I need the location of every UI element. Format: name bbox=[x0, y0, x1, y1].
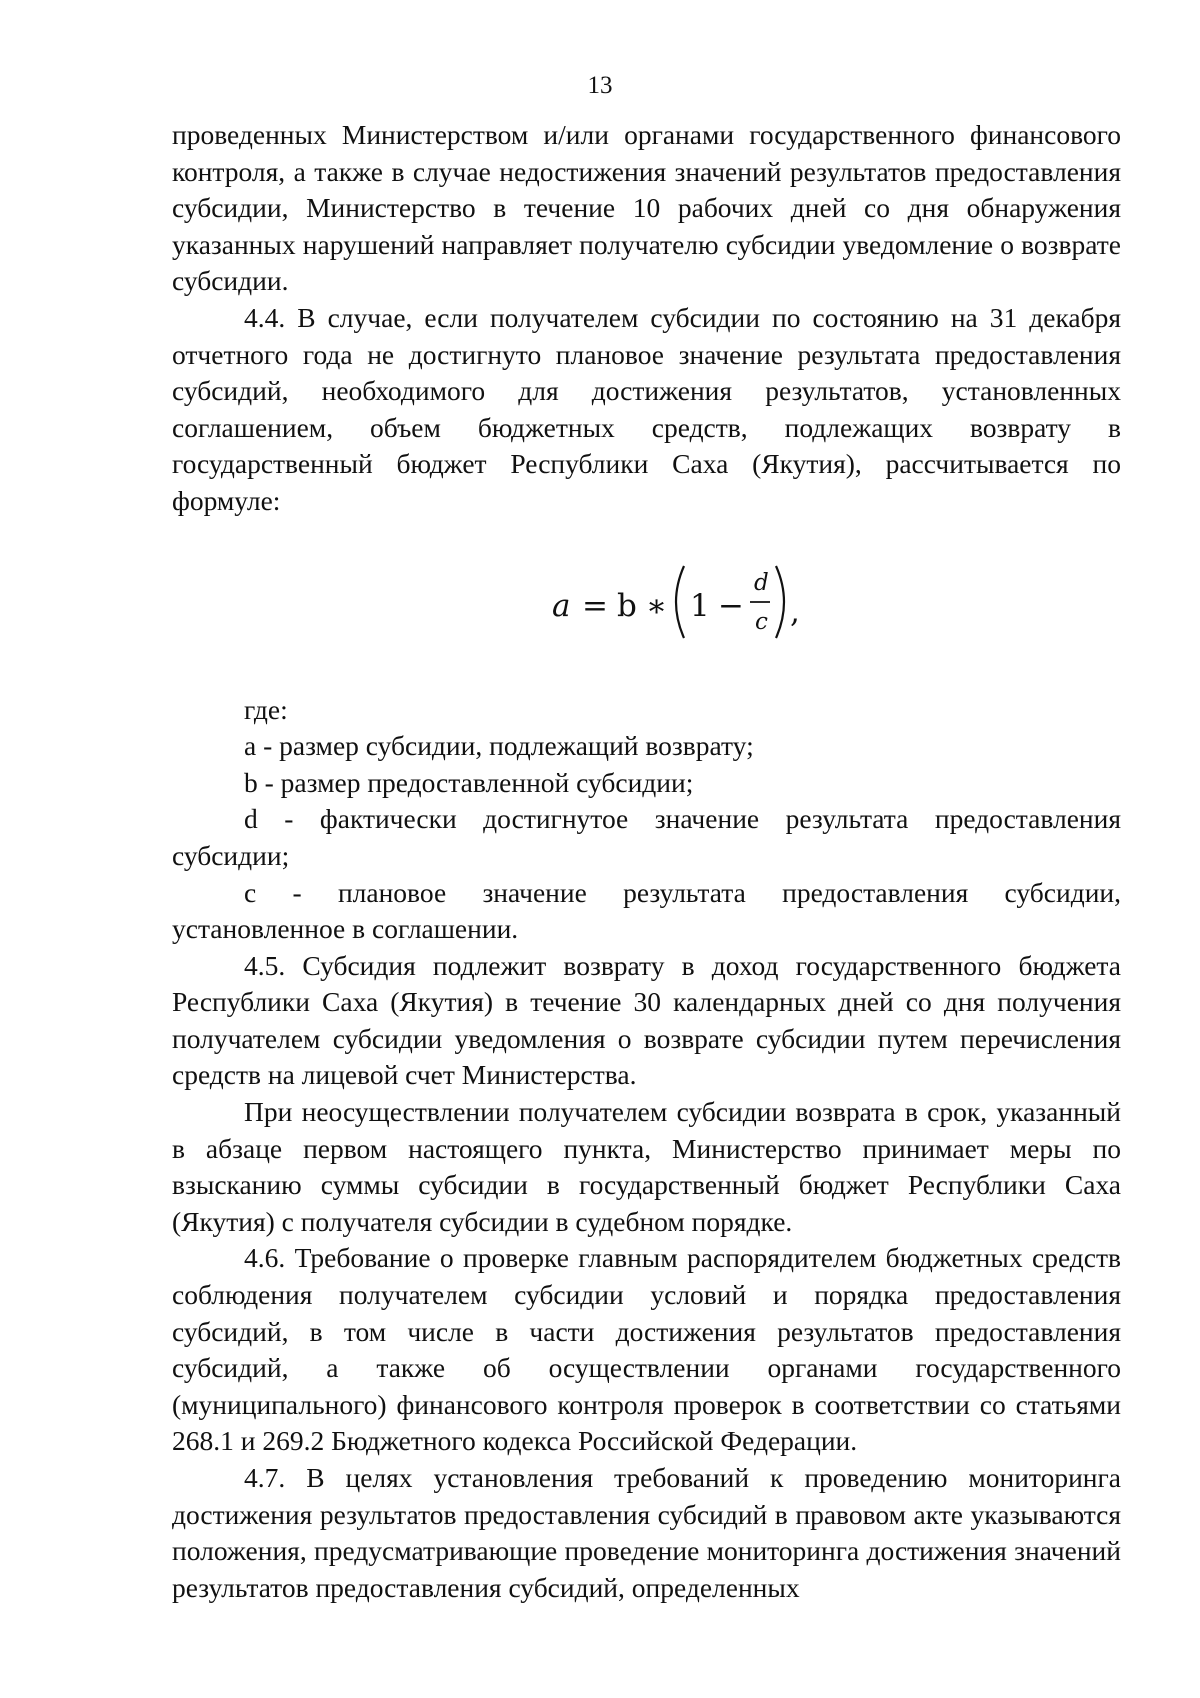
formula-block bbox=[172, 542, 1121, 662]
right-paren bbox=[776, 566, 784, 638]
paragraph-4-5: 4.5. Субсидия подлежит возврату в доход государственного бюджета Республики Саха (Якутия) в течение 30 календарных дней со дня получения получателем субсидии уведомления о возврате субсидии путем перечисления средств на лицевой счет Министерства. bbox=[172, 949, 1121, 1091]
definition-b: b - размер предоставленной субсидии; bbox=[244, 766, 694, 798]
paragraph-4-6: 4.6. Требование о проверке главным распорядителем бюджетных средств соблюдения получателем субсидии условий и порядка предоставления субсидий, в том числе в части достижения результатов предоставления субсидий, а также об осуществлении органами государственного (муниципального) финансового контроля проверок в соответствии со статьями 268.1 и 269.2 Бюджетного кодекса Российской Федерации. bbox=[172, 1242, 1121, 1457]
formula-denominator: c bbox=[755, 608, 768, 635]
definition-a: a - размер субсидии, подлежащий возврату; bbox=[244, 730, 754, 762]
formula-equals: = bbox=[582, 587, 608, 624]
definition-c: c - плановое значение результата предоставления субсидии, установленное в соглашении. bbox=[172, 876, 1121, 945]
paragraph-4-4: 4.4. В случае, если получателем субсидии по состоянию на 31 декабря отчетного года не достигнуто плановое значение результата предоставления субсидий, необходимого для достижения результатов, установленных соглашением, объем бюджетных средств, подлежащих возврату в государственный бюджет Республики Саха (Якутия), рассчитывается по формуле: bbox=[172, 301, 1121, 516]
paragraph-4-7: 4.7. В целях установления требований к проведению мониторинга достижения результатов предоставления субсидий в правовом акте указываются положения, предусматривающие проведение мониторинга достижения значений результатов предоставления субсидий, определенных bbox=[172, 1462, 1121, 1603]
document-body bbox=[172, 117, 1121, 1606]
left-paren bbox=[676, 566, 684, 638]
formula-comma: , bbox=[790, 593, 800, 630]
formula-a: a bbox=[552, 587, 571, 624]
paragraph-continuation: проведенных Министерством и/или органами государственного финансового контроля, а также в случае недостижения значений результатов предоставления субсидии, Министерство в течение 10 рабочих дней со дня обнаружения указанных нарушений направляет получателю субсидии уведомление о возврате субсидии. bbox=[172, 119, 1121, 297]
paragraph-4-5-second: При неосуществлении получателем субсидии возврата в срок, указанный в абзаце первом настоящего пункта, Министерство принимает меры по взысканию суммы субсидии в государственный бюджет Республики Саха (Якутия) с получателя субсидии в судебном порядке. bbox=[172, 1096, 1121, 1237]
where-label: где: bbox=[244, 693, 288, 725]
formula-numerator: d bbox=[754, 569, 769, 596]
formula-b: b bbox=[617, 587, 637, 624]
formula-times: ∗ bbox=[646, 587, 668, 624]
formula-minus: − bbox=[718, 587, 744, 624]
formula bbox=[552, 542, 832, 662]
formula-one: 1 bbox=[690, 587, 710, 624]
page-number: 13 bbox=[587, 72, 613, 99]
definition-d: d - фактически достигнутое значение результата предоставления субсидии; bbox=[172, 803, 1121, 871]
